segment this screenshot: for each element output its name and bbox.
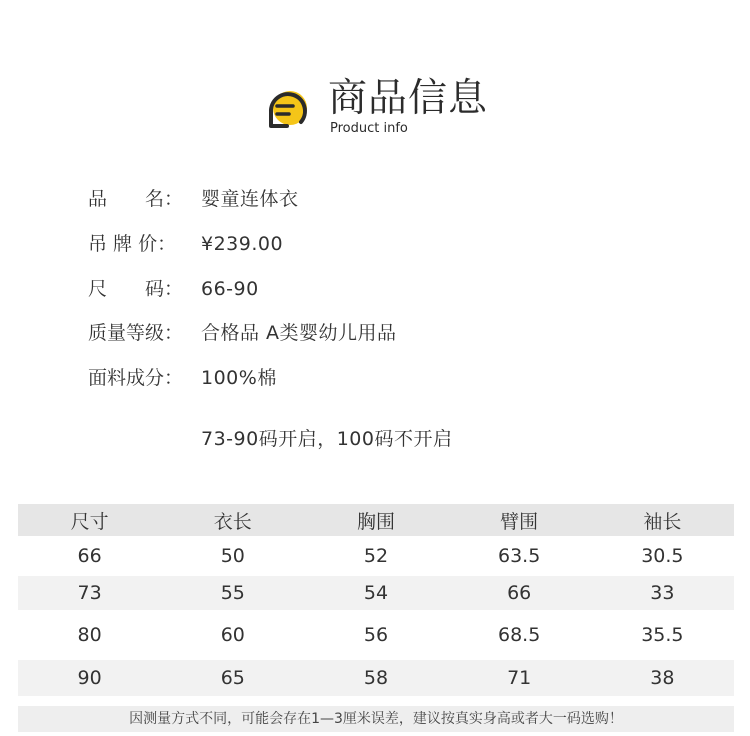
table-cell: 35.5	[641, 624, 684, 646]
column-header: 臂围	[500, 510, 539, 533]
table-cell: 73	[77, 582, 102, 604]
document-list-icon	[263, 84, 313, 134]
table-cell: 66	[77, 545, 102, 567]
info-value: 100%棉	[201, 367, 277, 389]
info-value: 合格品 A类婴幼儿用品	[201, 322, 397, 344]
column-header: 袖长	[643, 510, 682, 533]
info-label: 面料成分：	[88, 367, 184, 389]
table-cell: 52	[363, 545, 389, 567]
info-label: 质量等级：	[88, 322, 184, 344]
table-cell: 58	[363, 667, 389, 689]
table-cell: 65	[220, 667, 245, 689]
table-cell: 54	[363, 582, 389, 604]
table-row	[18, 576, 734, 610]
opening-note: 73-90码开启，100码不开启	[201, 428, 453, 450]
column-header: 衣长	[213, 510, 252, 533]
info-value: ¥239.00	[201, 233, 284, 255]
table-cell: 30.5	[641, 545, 684, 567]
table-cell: 33	[650, 582, 675, 604]
table-cell: 38	[650, 667, 675, 689]
info-label: 吊 牌 价：	[88, 233, 177, 255]
table-cell: 56	[363, 624, 389, 646]
page-title: 商品信息	[328, 76, 489, 121]
table-header-row	[18, 504, 734, 536]
info-label: 尺 码：	[88, 278, 184, 300]
info-value: 66-90	[201, 278, 259, 300]
table-cell: 55	[220, 582, 245, 604]
table-cell: 80	[77, 624, 102, 646]
table-cell: 71	[507, 667, 532, 689]
table-cell: 60	[220, 624, 245, 646]
table-row	[18, 610, 734, 660]
table-cell: 68.5	[498, 624, 541, 646]
table-cell: 90	[77, 667, 102, 689]
size-table	[18, 504, 734, 696]
measurement-disclaimer: 因测量方式不同，可能会存在1—3厘米误差，建议按真实身高或者大一码选购！	[18, 706, 734, 732]
table-cell: 50	[220, 545, 245, 567]
page-subtitle: Product info	[330, 121, 408, 136]
table-cell: 66	[507, 582, 532, 604]
table-row	[18, 536, 734, 576]
table-row	[18, 660, 734, 696]
column-header: 胸围	[356, 510, 395, 533]
table-cell: 63.5	[498, 545, 541, 567]
section-header	[263, 74, 503, 140]
info-label: 品 名：	[88, 188, 184, 210]
column-header: 尺寸	[70, 510, 109, 533]
info-value: 婴童连体衣	[201, 188, 299, 210]
